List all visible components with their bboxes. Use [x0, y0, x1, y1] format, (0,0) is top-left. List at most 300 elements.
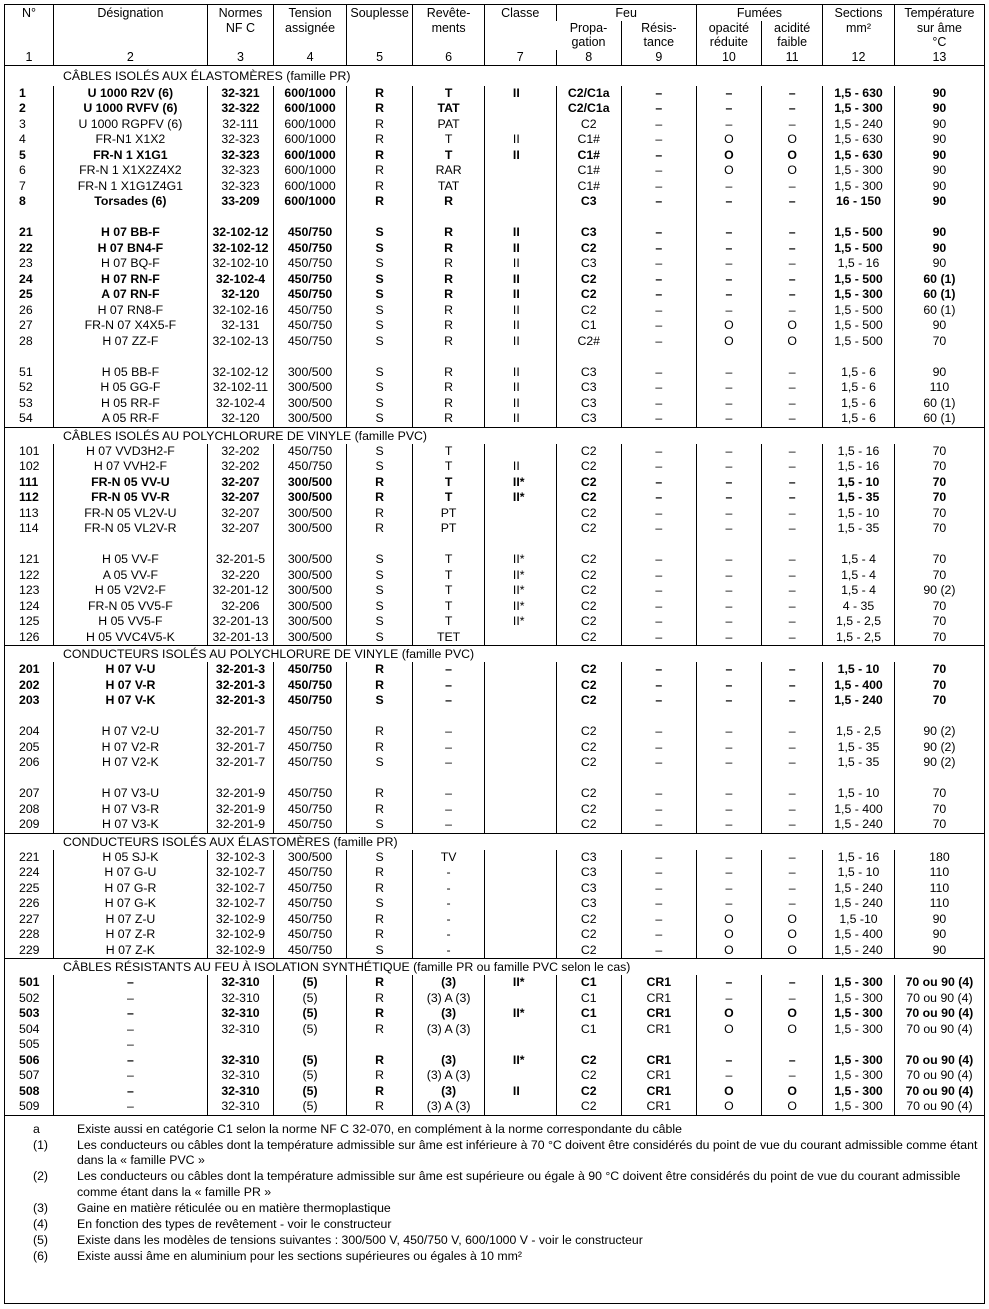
- col-number: 1: [5, 50, 53, 66]
- cell-souplesse: S: [346, 896, 412, 912]
- cell-opacite: –: [696, 817, 761, 833]
- cell-acidite: –: [762, 101, 823, 117]
- cell-revetements: R: [413, 396, 485, 412]
- cell-normes: 32-310: [207, 1022, 273, 1038]
- cell-revetements: R: [413, 287, 485, 303]
- cell-acidite: O: [762, 318, 823, 334]
- cell-acidite: –: [762, 991, 823, 1007]
- cell-classe: II*: [484, 552, 556, 568]
- spacer-cell: [894, 349, 984, 365]
- cell-normes: 32-201-5: [207, 552, 273, 568]
- cell-acidite: –: [762, 975, 823, 991]
- cell-temperature: 110: [894, 881, 984, 897]
- cell-sections: 1,5 - 35: [823, 740, 895, 756]
- cell-revetements: R: [413, 225, 485, 241]
- cell-resistance: CR1: [621, 1053, 696, 1069]
- cell-classe: [484, 1022, 556, 1038]
- cell-tension: 300/500: [274, 475, 347, 491]
- cell-resistance: –: [621, 678, 696, 694]
- cell-tension: 450/750: [274, 303, 347, 319]
- cell-classe: II: [484, 225, 556, 241]
- cell-normes: 32-220: [207, 568, 273, 584]
- cell-propagation: C2: [556, 817, 621, 833]
- cell-resistance: [621, 1037, 696, 1053]
- table-body: [5, 65, 984, 1115]
- cell-tension: 450/750: [274, 802, 347, 818]
- cell-propagation: C3: [556, 256, 621, 272]
- cell-acidite: –: [762, 86, 823, 102]
- cell-resistance: –: [621, 380, 696, 396]
- cell-souplesse: S: [346, 334, 412, 350]
- cell-sections: 1,5 - 4: [823, 583, 895, 599]
- cell-resistance: –: [621, 86, 696, 102]
- cell-normes: 32-206: [207, 599, 273, 615]
- spacer-cell: [484, 349, 556, 365]
- spacer-cell: [5, 537, 53, 553]
- cell-normes: 32-201-3: [207, 693, 273, 709]
- cell-sections: 1,5 - 2,5: [823, 630, 895, 646]
- cell-n: 22: [19, 240, 33, 255]
- cell-propagation: C2: [556, 1084, 621, 1100]
- cell-revetements: R: [413, 194, 485, 210]
- spacer-cell: [274, 709, 347, 725]
- cell-propagation: C2: [556, 552, 621, 568]
- cell-n: 7: [19, 178, 26, 193]
- spacer-cell: [207, 709, 273, 725]
- header-sections: Sections mm²: [823, 5, 895, 50]
- cell-classe: II*: [484, 583, 556, 599]
- cell-propagation: C2: [556, 506, 621, 522]
- cell-n: 5: [19, 147, 26, 162]
- table-row: [5, 850, 984, 866]
- cell-acidite: –: [762, 365, 823, 381]
- spacer-cell: [823, 210, 895, 226]
- category-heading: CONDUCTEURS ISOLÉS AUX ÉLASTOMÈRES (famille PR): [5, 833, 984, 850]
- cell-resistance: –: [621, 802, 696, 818]
- cell-souplesse: S: [346, 850, 412, 866]
- cell-normes: 32-201-12: [207, 583, 273, 599]
- cell-resistance: CR1: [621, 991, 696, 1007]
- cell-sections: 1,5 - 35: [823, 490, 895, 506]
- cell-revetements: -: [413, 896, 485, 912]
- cell-classe: II*: [484, 599, 556, 615]
- cell-tension: 300/500: [274, 380, 347, 396]
- col-number: 5: [346, 50, 412, 66]
- cell-souplesse: S: [346, 303, 412, 319]
- cell-souplesse: R: [346, 179, 412, 195]
- cell-sections: [823, 1037, 895, 1053]
- header-n: N°: [21, 6, 36, 20]
- spacer-cell: [696, 709, 761, 725]
- cell-propagation: C2: [556, 678, 621, 694]
- cell-opacite: –: [696, 552, 761, 568]
- cell-revetements: (3) A (3): [413, 991, 485, 1007]
- cell-tension: 450/750: [274, 287, 347, 303]
- cell-propagation: C1: [556, 975, 621, 991]
- table-row: [5, 318, 984, 334]
- cell-acidite: O: [762, 1084, 823, 1100]
- cell-souplesse: S: [346, 272, 412, 288]
- cell-designation: U 1000 R2V (6): [53, 86, 207, 102]
- cell-souplesse: R: [346, 802, 412, 818]
- spacer-cell: [484, 709, 556, 725]
- cell-designation: H 05 BB-F: [53, 365, 207, 381]
- category-heading: CÂBLES RÉSISTANTS AU FEU À ISOLATION SYNTHÉTIQUE (famille PR ou famille PVC selon le cas): [5, 959, 984, 976]
- cell-designation: H 05 VV5-F: [53, 614, 207, 630]
- spacer-cell: [413, 771, 485, 787]
- cell-temperature: 90: [894, 943, 984, 959]
- table-row: [5, 865, 984, 881]
- cell-opacite: –: [696, 630, 761, 646]
- cell-souplesse: S: [346, 459, 412, 475]
- cell-n: 224: [19, 865, 40, 880]
- cell-n: 203: [19, 693, 40, 708]
- cell-tension: 300/500: [274, 396, 347, 412]
- cell-resistance: –: [621, 396, 696, 412]
- cell-revetements: -: [413, 881, 485, 897]
- cell-souplesse: S: [346, 380, 412, 396]
- cell-normes: 32-310: [207, 1084, 273, 1100]
- cell-n: 209: [19, 817, 40, 832]
- cell-opacite: O: [696, 1006, 761, 1022]
- footnote-key: (1): [33, 1137, 49, 1152]
- cell-classe: [484, 521, 556, 537]
- cell-n: 2: [19, 101, 26, 116]
- cell-souplesse: R: [346, 1022, 412, 1038]
- cell-sections: 1,5 - 300: [823, 1084, 895, 1100]
- cell-designation: H 07 BN4-F: [53, 241, 207, 257]
- table-row: [5, 1037, 984, 1053]
- cell-sections: 1,5 - 6: [823, 365, 895, 381]
- cell-temperature: 70: [894, 568, 984, 584]
- cell-sections: 1,5 - 400: [823, 678, 895, 694]
- cell-classe: II*: [484, 1053, 556, 1069]
- cell-acidite: –: [762, 1068, 823, 1084]
- cell-souplesse: R: [346, 475, 412, 491]
- cell-temperature: 70: [894, 630, 984, 646]
- cell-souplesse: S: [346, 365, 412, 381]
- cell-n: 502: [19, 990, 40, 1005]
- footnote-key: (6): [33, 1249, 49, 1264]
- table-row: [5, 241, 984, 257]
- cell-acidite: O: [762, 1022, 823, 1038]
- cell-temperature: 90: [894, 86, 984, 102]
- cell-normes: 32-102-10: [207, 256, 273, 272]
- cell-resistance: CR1: [621, 1084, 696, 1100]
- cell-normes: 32-310: [207, 991, 273, 1007]
- cell-classe: II*: [484, 490, 556, 506]
- cell-resistance: –: [621, 521, 696, 537]
- cell-opacite: O: [696, 927, 761, 943]
- cell-revetements: -: [413, 943, 485, 959]
- category-row: [5, 833, 984, 850]
- cell-normes: 32-102-4: [207, 396, 273, 412]
- cell-acidite: –: [762, 117, 823, 133]
- cell-opacite: –: [696, 396, 761, 412]
- cell-normes: 32-201-9: [207, 786, 273, 802]
- cell-resistance: –: [621, 163, 696, 179]
- cell-temperature: 60 (1): [894, 411, 984, 427]
- cell-opacite: –: [696, 755, 761, 771]
- cell-propagation: C2: [556, 614, 621, 630]
- cell-sections: 1,5 - 400: [823, 927, 895, 943]
- cell-designation: U 1000 RGPFV (6): [53, 117, 207, 133]
- cell-revetements: –: [413, 817, 485, 833]
- cell-propagation: C2: [556, 459, 621, 475]
- cell-tension: 300/500: [274, 850, 347, 866]
- cell-sections: 1,5 - 300: [823, 287, 895, 303]
- cell-designation: FR-N 1 X1X2Z4X2: [53, 163, 207, 179]
- cell-classe: [484, 817, 556, 833]
- table-row: [5, 678, 984, 694]
- cell-tension: 450/750: [274, 272, 347, 288]
- cell-n: 51: [19, 364, 33, 379]
- cell-acidite: –: [762, 740, 823, 756]
- spacer-cell: [894, 709, 984, 725]
- table-row: [5, 881, 984, 897]
- cell-temperature: 70 ou 90 (4): [894, 1053, 984, 1069]
- cell-temperature: 70: [894, 490, 984, 506]
- cell-normes: 32-102-12: [207, 365, 273, 381]
- cell-propagation: C3: [556, 396, 621, 412]
- cell-normes: 32-310: [207, 1006, 273, 1022]
- cell-classe: [484, 912, 556, 928]
- cell-acidite: O: [762, 927, 823, 943]
- cell-n: 126: [19, 629, 40, 644]
- cell-normes: 32-310: [207, 1068, 273, 1084]
- cell-designation: H 07 V2-K: [53, 755, 207, 771]
- cell-n: 205: [19, 739, 40, 754]
- cell-designation: –: [53, 975, 207, 991]
- cell-designation: FR-N 05 VV5-F: [53, 599, 207, 615]
- cell-tension: 600/1000: [274, 194, 347, 210]
- cell-sections: 1,5 - 240: [823, 943, 895, 959]
- cell-classe: [484, 802, 556, 818]
- cell-tension: 450/750: [274, 786, 347, 802]
- cell-designation: –: [53, 1053, 207, 1069]
- cell-propagation: C2: [556, 568, 621, 584]
- cell-revetements: TAT: [413, 101, 485, 117]
- footnote-text: Gaine en matière réticulée ou en matière thermoplastique: [77, 1200, 391, 1215]
- cell-classe: II: [484, 86, 556, 102]
- cell-propagation: C1#: [556, 179, 621, 195]
- cell-propagation: C2: [556, 475, 621, 491]
- cell-souplesse: S: [346, 630, 412, 646]
- cell-n: 111: [19, 474, 39, 489]
- cell-sections: 1,5 - 500: [823, 272, 895, 288]
- cell-resistance: –: [621, 444, 696, 460]
- cell-temperature: 90: [894, 163, 984, 179]
- spacer-cell: [823, 709, 895, 725]
- footnote-key: (4): [33, 1217, 49, 1231]
- spacer-cell: [274, 537, 347, 553]
- cell-resistance: –: [621, 225, 696, 241]
- cell-tension: 300/500: [274, 599, 347, 615]
- cell-souplesse: R: [346, 101, 412, 117]
- table-row: [5, 583, 984, 599]
- cell-n: 501: [19, 975, 40, 990]
- cell-temperature: 70: [894, 662, 984, 678]
- header-propagation: Propa- gation: [569, 20, 608, 50]
- cell-opacite: –: [696, 850, 761, 866]
- spacer-cell: [413, 210, 485, 226]
- table-row: [5, 552, 984, 568]
- footnote: [5, 1249, 984, 1264]
- cell-tension: 300/500: [274, 630, 347, 646]
- cell-propagation: C2#: [556, 334, 621, 350]
- table-row: [5, 912, 984, 928]
- cell-resistance: –: [621, 896, 696, 912]
- cell-classe: [484, 194, 556, 210]
- table-row: [5, 132, 984, 148]
- cell-revetements: R: [413, 365, 485, 381]
- cell-acidite: [762, 1037, 823, 1053]
- cell-resistance: –: [621, 117, 696, 133]
- table-row: [5, 724, 984, 740]
- cell-n: 229: [19, 942, 40, 957]
- spacer-cell: [346, 537, 412, 553]
- cell-acidite: –: [762, 724, 823, 740]
- spacer-cell: [207, 537, 273, 553]
- cell-classe: [484, 693, 556, 709]
- spacer-cell: [413, 349, 485, 365]
- cell-normes: 32-201-7: [207, 740, 273, 756]
- cell-n: 4: [19, 132, 26, 147]
- cell-souplesse: R: [346, 786, 412, 802]
- cell-souplesse: [346, 1037, 412, 1053]
- table-row: [5, 630, 984, 646]
- cell-temperature: 90: [894, 148, 984, 164]
- cell-opacite: –: [696, 303, 761, 319]
- cell-resistance: –: [621, 194, 696, 210]
- cell-souplesse: R: [346, 881, 412, 897]
- cell-sections: 1,5 - 500: [823, 241, 895, 257]
- cell-classe: [484, 1068, 556, 1084]
- cell-sections: 1,5 - 500: [823, 334, 895, 350]
- cell-tension: (5): [274, 1053, 347, 1069]
- cell-opacite: –: [696, 802, 761, 818]
- header-feu: Feu: [556, 5, 696, 21]
- spacer-cell: [762, 537, 823, 553]
- cell-designation: Torsades (6): [53, 194, 207, 210]
- cell-resistance: –: [621, 148, 696, 164]
- cell-resistance: CR1: [621, 975, 696, 991]
- cell-classe: [484, 881, 556, 897]
- cell-tension: 450/750: [274, 927, 347, 943]
- cell-n: 124: [19, 598, 40, 613]
- cell-classe: II: [484, 287, 556, 303]
- cell-sections: 1,5 - 35: [823, 755, 895, 771]
- cell-resistance: –: [621, 272, 696, 288]
- cell-revetements: PAT: [413, 117, 485, 133]
- cell-temperature: 70: [894, 334, 984, 350]
- cell-designation: H 07 RN-F: [53, 272, 207, 288]
- cell-n: 503: [19, 1006, 40, 1021]
- cell-n: 204: [19, 724, 40, 739]
- cell-sections: 1,5 - 300: [823, 101, 895, 117]
- cell-opacite: O: [696, 163, 761, 179]
- cell-normes: 32-102-11: [207, 380, 273, 396]
- table-row: [5, 817, 984, 833]
- table-row: [5, 1068, 984, 1084]
- spacer-cell: [823, 537, 895, 553]
- footnote-key: (2): [33, 1169, 49, 1184]
- spacer-cell: [53, 709, 207, 725]
- cell-opacite: –: [696, 678, 761, 694]
- cell-classe: II*: [484, 614, 556, 630]
- spacer-cell: [346, 709, 412, 725]
- cell-resistance: –: [621, 365, 696, 381]
- cell-revetements: [413, 1037, 485, 1053]
- cell-acidite: –: [762, 521, 823, 537]
- cell-sections: 1,5 - 500: [823, 225, 895, 241]
- cell-sections: 1,5 - 4: [823, 568, 895, 584]
- cell-tension: 450/750: [274, 334, 347, 350]
- table-row: [5, 521, 984, 537]
- spacer-cell: [274, 210, 347, 226]
- table-row: [5, 740, 984, 756]
- cell-temperature: 70: [894, 614, 984, 630]
- cell-opacite: –: [696, 475, 761, 491]
- cell-designation: –: [53, 1084, 207, 1100]
- cell-revetements: –: [413, 740, 485, 756]
- cell-acidite: –: [762, 865, 823, 881]
- spacer-cell: [621, 349, 696, 365]
- cell-designation: –: [53, 1037, 207, 1053]
- cell-temperature: 90: [894, 241, 984, 257]
- cell-propagation: C1: [556, 1022, 621, 1038]
- spacer-cell: [762, 771, 823, 787]
- cell-opacite: O: [696, 334, 761, 350]
- cell-opacite: O: [696, 1099, 761, 1115]
- cell-resistance: –: [621, 490, 696, 506]
- header-revetements: Revête- ments: [413, 5, 485, 50]
- cell-sections: 16 - 150: [823, 194, 895, 210]
- table-row: [5, 1022, 984, 1038]
- cell-opacite: –: [696, 411, 761, 427]
- cell-classe: [484, 786, 556, 802]
- cell-propagation: C3: [556, 881, 621, 897]
- cell-acidite: –: [762, 396, 823, 412]
- cell-acidite: –: [762, 599, 823, 615]
- cell-n: 226: [19, 896, 40, 911]
- spacer-cell: [762, 349, 823, 365]
- cell-souplesse: R: [346, 148, 412, 164]
- footnote-text: Les conducteurs ou câbles dont la température admissible sur âme est inférieure à 70 °C doivent être considérés du point de vue du courant admissible comme étant dans la « famille PVC »: [77, 1137, 978, 1168]
- cell-n: 102: [19, 459, 40, 474]
- cell-designation: A 07 RN-F: [53, 287, 207, 303]
- cell-acidite: O: [762, 1006, 823, 1022]
- cell-normes: 32-201-9: [207, 817, 273, 833]
- cell-revetements: TAT: [413, 179, 485, 195]
- cell-souplesse: S: [346, 599, 412, 615]
- cable-table-document: [4, 4, 985, 1304]
- cell-resistance: –: [621, 614, 696, 630]
- cell-temperature: 70: [894, 786, 984, 802]
- cell-designation: A 05 VV-F: [53, 568, 207, 584]
- cell-opacite: –: [696, 101, 761, 117]
- spacer-cell: [556, 771, 621, 787]
- category-row: [5, 959, 984, 976]
- table-row: [5, 975, 984, 991]
- cell-normes: 32-323: [207, 179, 273, 195]
- table-row: [5, 163, 984, 179]
- cell-classe: II*: [484, 475, 556, 491]
- table-row: [5, 1099, 984, 1115]
- cell-opacite: –: [696, 865, 761, 881]
- cell-revetements: –: [413, 755, 485, 771]
- cell-classe: II: [484, 396, 556, 412]
